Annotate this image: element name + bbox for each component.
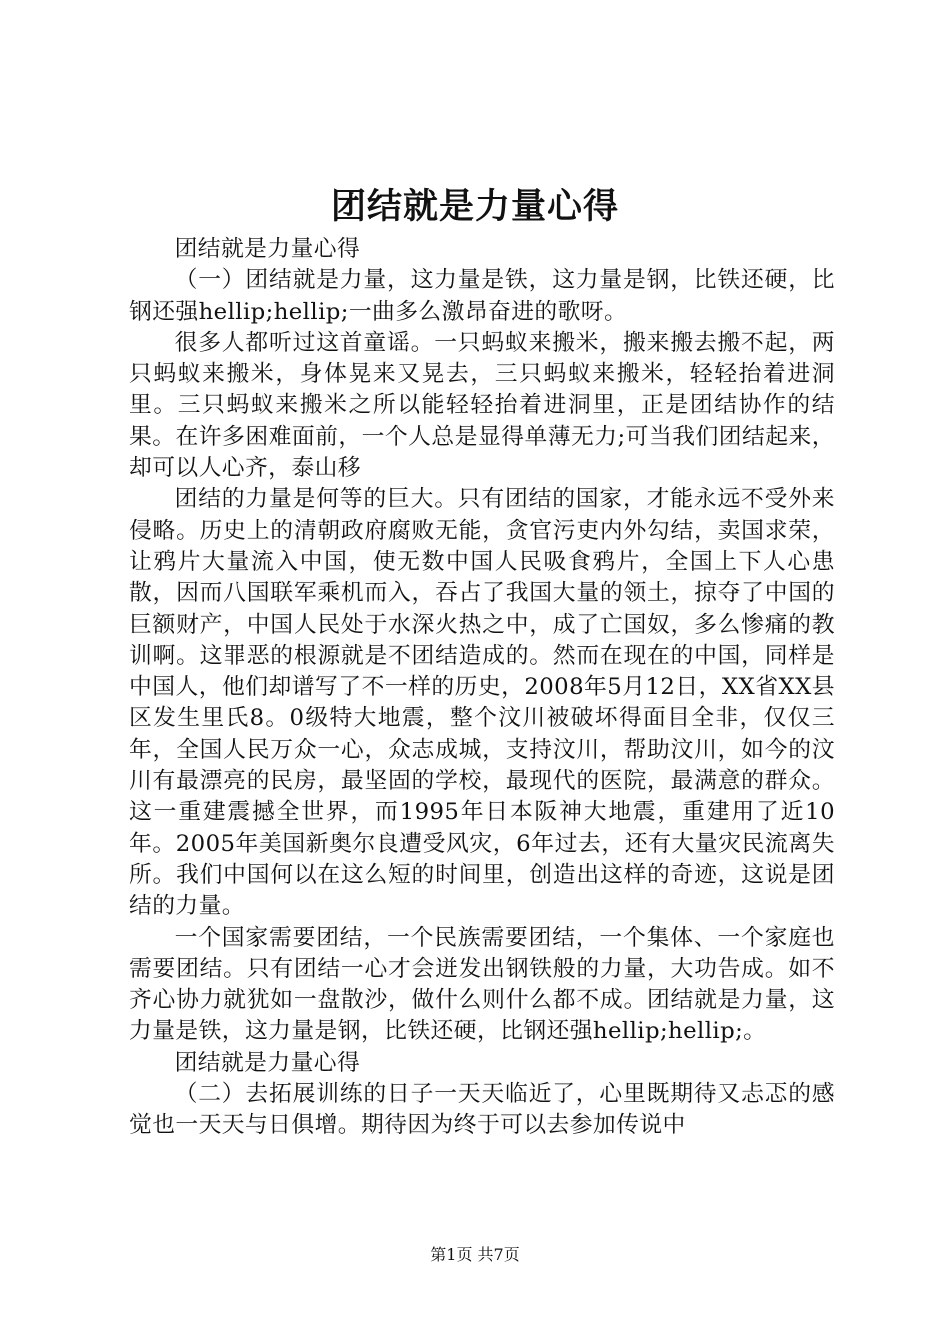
paragraph: 很多人都听过这首童谣。一只蚂蚁来搬米，搬来搬去搬不起，两只蚂蚁来搬米，身体晃来又晃去，三只蚂蚁来搬米，轻轻抬着进洞里。三只蚂蚁来搬米之所以能轻轻抬着进洞里，正是团结协作的结果。在许多困难面前，一个人总是显得单薄无力;可当我们团结起来，却可以人心齐，泰山移	[129, 329, 835, 482]
paragraph: 团结的力量是何等的巨大。只有团结的国家，才能永远不受外来侵略。历史上的清朝政府腐败无能，贪官污吏内外勾结，卖国求荣，让鸦片大量流入中国，使无数中国人民吸食鸦片，全国上下人心患散，因而八国联军乘机而入，吞占了我国大量的领土，掠夺了中国的巨额财产，中国人民处于水深火热之中，成了亡国奴，多么惨痛的教训啊。这罪恶的根源就是不团结造成的。然而在现在的中国，同样是中国人，他们却谱写了不一样的历史，2008年5月12日，XX省XX县区发生里氏8。0级特大地震，整个汶川被破坏得面目全非，仅仅三年，全国人民万众一心，众志成城，支持汶川，帮助汶川，如今的汶川有最漂亮的民房，最坚固的学校，最现代的医院，最满意的群众。这一重建震撼全世界，而1995年日本阪神大地震，重建用了近10年。2005年美国新奥尔良遭受风灾，6年过去，还有大量灾民流离失所。我们中国何以在这么短的时间里，创造出这样的奇迹，这说是团结的力量。	[129, 486, 835, 920]
paragraph: 一个国家需要团结，一个民族需要团结，一个集体、一个家庭也需要团结。只有团结一心才会迸发出钢铁般的力量，大功告成。如不齐心协力就犹如一盘散沙，做什么则什么都不成。团结就是力量，这力量是铁，这力量是钢，比铁还硬，比钢还强hellip;hellip;。	[129, 924, 835, 1045]
paragraph: （二）去拓展训练的日子一天天临近了，心里既期待又忐忑的感觉也一天天与日俱增。期待因为终于可以去参加传说中	[129, 1081, 835, 1139]
page-footer: 第1页 共7页	[430, 1245, 520, 1264]
paragraph: （一）团结就是力量，这力量是铁，这力量是钢，比铁还硬，比钢还强hellip;hellip;一曲多么激昂奋进的歌呀。	[129, 267, 835, 325]
paragraph-subtitle: 团结就是力量心得	[174, 236, 361, 262]
document-body	[129, 234, 835, 1142]
paragraph-subtitle: 团结就是力量心得	[174, 1049, 361, 1076]
document-title: 团结就是力量心得	[330, 186, 619, 227]
